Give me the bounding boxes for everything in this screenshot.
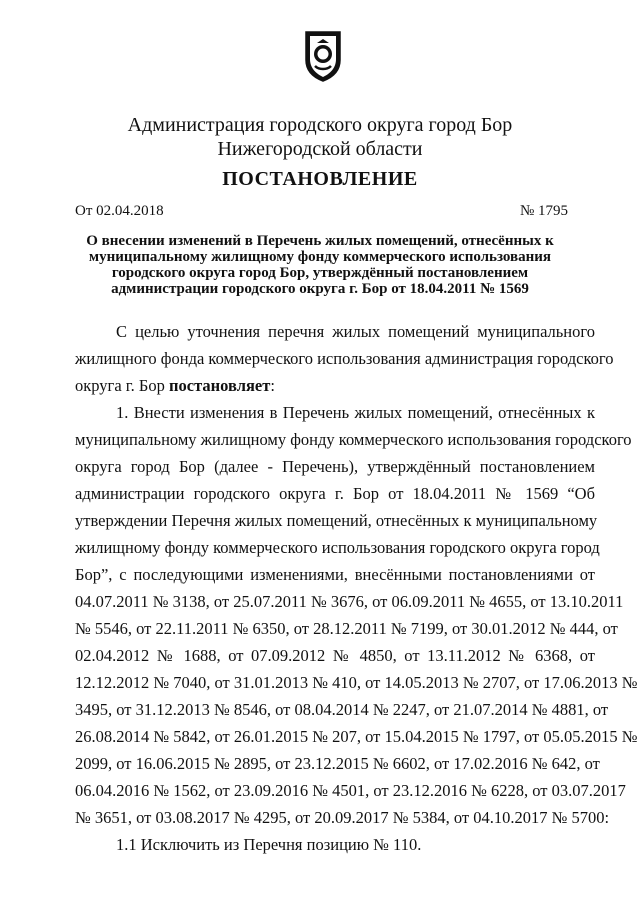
org-line-1: Администрация городского округа город Бор bbox=[127, 114, 513, 136]
subject-line: городского округа город Бор, утверждённый постановлением bbox=[111, 265, 529, 281]
intro-keyword: постановляет bbox=[169, 376, 271, 395]
intro-line: жилищного фонда коммерческого использования администрация городского bbox=[75, 349, 614, 368]
item1-line: 1. Внести изменения в Перечень жилых помещений, отнесённых к bbox=[116, 403, 595, 422]
item1-line: 3495, от 31.12.2013 № 8546, от 08.04.2014 № 2247, от 21.07.2014 № 4881, от bbox=[75, 700, 609, 719]
item1-line: 04.07.2011 № 3138, от 25.07.2011 № 3676, от 06.09.2011 № 4655, от 13.10.2011 bbox=[75, 592, 624, 611]
bor-coat-of-arms-icon bbox=[303, 30, 343, 82]
subject-line: О внесении изменений в Перечень жилых помещений, отнесённых к bbox=[86, 233, 554, 249]
item1-line: муниципальному жилищному фонду коммерческого использования городского bbox=[75, 430, 632, 449]
document-subject bbox=[80, 233, 560, 297]
item1-line-last: № 3651, от 03.08.2017 № 4295, от 20.09.2017 № 5384, от 04.10.2017 № 5700: bbox=[75, 808, 610, 827]
document-number: № 1795 bbox=[519, 203, 568, 219]
item1-line: Бор”, с последующими изменениями, внесёнными постановлениями от bbox=[75, 565, 595, 584]
subject-line: муниципальному жилищному фонду коммерческого использования bbox=[88, 249, 552, 265]
item1-line: жилищному фонду коммерческого использования городского округа город bbox=[75, 538, 600, 557]
item1-line: № 5546, от 22.11.2011 № 6350, от 28.12.2011 № 7199, от 30.01.2012 № 444, от bbox=[75, 619, 618, 638]
organization-name bbox=[0, 113, 640, 161]
intro-line-last bbox=[75, 372, 595, 399]
item1-line: 06.04.2016 № 1562, от 23.09.2016 № 4501, от 23.12.2016 № 6228, от 03.07.2017 bbox=[75, 781, 626, 800]
org-line-2: Нижегородской области bbox=[217, 138, 423, 160]
item1-line: утверждении Перечня жилых помещений, отнесённых к муниципальному bbox=[75, 511, 598, 530]
document-body bbox=[75, 318, 638, 858]
item1-line: 26.08.2014 № 5842, от 26.01.2015 № 207, от 15.04.2015 № 1797, от 05.05.2015 № bbox=[75, 727, 638, 746]
document-type: ПОСТАНОВЛЕНИЕ bbox=[222, 168, 418, 190]
item1-line: администрации городского округа г. Бор от 18.04.2011 № 1569 “Об bbox=[75, 484, 595, 503]
item1-line: 2099, от 16.06.2015 № 2895, от 23.12.2015 № 6602, от 17.02.2016 № 642, от bbox=[75, 754, 600, 773]
item1-line: 12.12.2012 № 7040, от 31.01.2013 № 410, от 14.05.2013 № 2707, от 17.06.2013 № bbox=[75, 673, 638, 692]
item1-line: 02.04.2012 № 1688, от 07.09.2012 № 4850, от 13.11.2012 № 6368, от bbox=[75, 646, 595, 665]
intro-line: С целью уточнения перечня жилых помещений муниципального bbox=[116, 322, 595, 341]
subject-line: администрации городского округа г. Бор от 18.04.2011 № 1569 bbox=[111, 281, 529, 297]
item1-line: округа город Бор (далее - Перечень), утверждённый постановлением bbox=[75, 457, 595, 476]
intro-end: : bbox=[270, 376, 275, 395]
item1-1: 1.1 Исключить из Перечня позицию № 110. bbox=[116, 835, 422, 854]
intro-text: округа г. Бор bbox=[75, 376, 170, 395]
document-date: От 02.04.2018 bbox=[75, 203, 164, 219]
